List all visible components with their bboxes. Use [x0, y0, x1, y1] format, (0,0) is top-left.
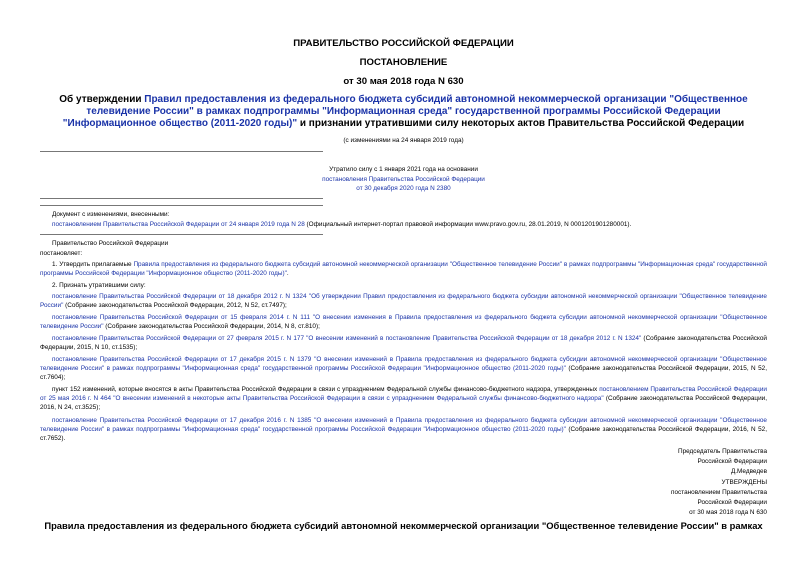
- list-item: [40, 292, 767, 310]
- approved-line-1: УТВЕРЖДЕНЫ: [721, 478, 767, 486]
- title-suffix: и признании утратившими силу некоторых актов Правительства Российской Федерации: [297, 118, 745, 129]
- signature-line-1: Председатель Правительства: [678, 448, 767, 455]
- signature-block: [560, 447, 767, 518]
- document-title: [52, 94, 755, 130]
- list-item: [40, 334, 767, 352]
- rules-title: Правила предоставления из федерального бюджета субсидий автономной некоммерческой организации "Общественное телевидение России" в рамках: [44, 520, 763, 531]
- list-item: [40, 313, 767, 331]
- item-2-link[interactable]: постановление Правительства Российской Федерации от 15 февраля 2014 г. N 111 "О внесении изменения в Правила предоставления из федерального бюджета субсидии автономной некоммерческой организации "Общественное телевидение России": [40, 314, 767, 330]
- intro-line-1: Правительство Российской Федерации: [52, 240, 169, 247]
- approved-line-3: Российской Федерации: [697, 499, 767, 507]
- p1-rules-link[interactable]: Правила предоставления из федерального бюджета субсидий автономной некоммерческой организации "Общественное телевидение России" в рамках подпрограммы "Информационная среда" государственной программы Российской Федерации "Информационное общество (2011-2020 годы)": [40, 261, 767, 277]
- changes-rest: (Официальный интернет-портал правовой информации www.pravo.gov.ru, 28.01.2019, N 0001201901280001).: [304, 221, 632, 228]
- signature-name: Д.Медведев: [730, 468, 767, 476]
- doc-type-heading: ПОСТАНОВЛЕНИЕ: [359, 57, 448, 68]
- item-3-link[interactable]: постановление Правительства Российской Федерации от 27 февраля 2015 г. N 177 "О внесении изменений в постановление Правительства Российской Федерации от 18 декабря 2012 г. N 1324": [52, 335, 642, 342]
- repeal-link-1[interactable]: постановления Правительства Российской Федерации: [322, 175, 485, 183]
- paragraph-1: [40, 260, 767, 278]
- approved-line-2: постановлением Правительства: [671, 488, 767, 496]
- government-heading: ПРАВИТЕЛЬСТВО РОССИЙСКОЙ ФЕДЕРАЦИИ: [293, 38, 514, 49]
- item-5-link[interactable]: постановлением Правительства Российской Федерации от 25 мая 2016 г. N 464 "О внесении изменений в некоторые акты Правительства Российской Федерации в связи с упразднением Федеральной службы финансово-бюджетного надзора": [40, 386, 767, 402]
- amend-note: (с изменениями на 24 января 2019 года): [343, 137, 464, 144]
- divider: [40, 198, 323, 199]
- divider: [40, 151, 323, 152]
- item-6-rest: (Собрание законодательства Российской Федерации, 2016, N 52, ст.7652).: [40, 426, 767, 442]
- item-6-link[interactable]: постановление Правительства Российской Федерации от 17 декабря 2016 г. N 1385 "О внесении изменений в Правила предоставления из федерального бюджета субсидии автономной некоммерческой организации "Общественное телевидение России" в рамках подпрограммы "Информационная среда" государственной программы Российской Федерации "Информационное общество (2011-2020 годы)": [40, 417, 767, 433]
- changes-label: Документ с изменениями, внесенными:: [52, 211, 170, 218]
- list-item: [40, 385, 767, 412]
- approved-line-4: от 30 мая 2018 года N 630: [689, 509, 767, 517]
- changes-line: [52, 220, 767, 229]
- p1-prefix: 1. Утвердить прилагаемые: [52, 261, 134, 268]
- paragraph-2: 2. Признать утратившими силу:: [52, 282, 146, 289]
- item-2-rest: (Собрание законодательства Российской Федерации, 2014, N 8, ст.810);: [103, 323, 320, 330]
- item-4-rest: (Собрание законодательства Российской Федерации, 2015, N 52, ст.7604);: [40, 365, 767, 381]
- divider: [40, 234, 323, 235]
- item-1-link[interactable]: постановление Правительства Российской Федерации от 18 декабря 2012 г. N 1324 "Об утверждении Правил предоставления из федерального бюджета субсидии автономной некоммерческой организации "Общественное телевидение России": [40, 293, 767, 309]
- item-5-prefix: пункт 152 изменений, которые вносятся в акты Правительства Российской Федерации в связи с упразднением Федеральной службы финансово-бюджетного надзора, утвержденных: [52, 386, 600, 393]
- divider: [40, 205, 323, 206]
- p1-suffix: .: [286, 270, 289, 277]
- repeal-line: Утратило силу с 1 января 2021 года на основании: [329, 166, 478, 173]
- item-3-rest: (Собрание законодательства Российской Федерации, 2015, N 10, ст.1535);: [40, 335, 767, 351]
- signature-line-2: Российской Федерации: [697, 458, 767, 466]
- list-item: [40, 355, 767, 382]
- list-item: [40, 416, 767, 443]
- title-rules-link[interactable]: Правил предоставления из федерального бюджета субсидий автономной некоммерческой организации "Общественное телевидение России" в рамках подпрограммы "Информационная среда" государственной программы Российской Федерации "Информационное общество (2011-2020 годы)": [62, 94, 748, 129]
- repeal-note: [40, 165, 767, 194]
- item-4-link[interactable]: постановление Правительства Российской Федерации от 17 декабря 2015 г. N 1379 "О внесении изменений в Правила предоставления из федерального бюджета субсидии автономной некоммерческой организации "Общественное телевидение России" в рамках подпрограммы "Информационная среда" государственной программы Российской Федерации "Информационное общество (2011-2020 годы)": [40, 356, 767, 372]
- title-prefix: Об утверждении: [59, 94, 145, 105]
- doc-date-number: от 30 мая 2018 года N 630: [343, 76, 464, 87]
- intro-line-2: постановляет:: [40, 250, 83, 257]
- item-1-rest: (Собрание законодательства Российской Федерации, 2012, N 52, ст.7497);: [63, 302, 287, 309]
- repeal-link-2[interactable]: от 30 декабря 2020 года N 2380: [356, 185, 451, 193]
- item-5-rest: (Собрание законодательства Российской Федерации, 2016, N 24, ст.3525);: [40, 395, 767, 411]
- changes-link[interactable]: постановлением Правительства Российской Федерации от 24 января 2019 года N 28: [52, 221, 305, 228]
